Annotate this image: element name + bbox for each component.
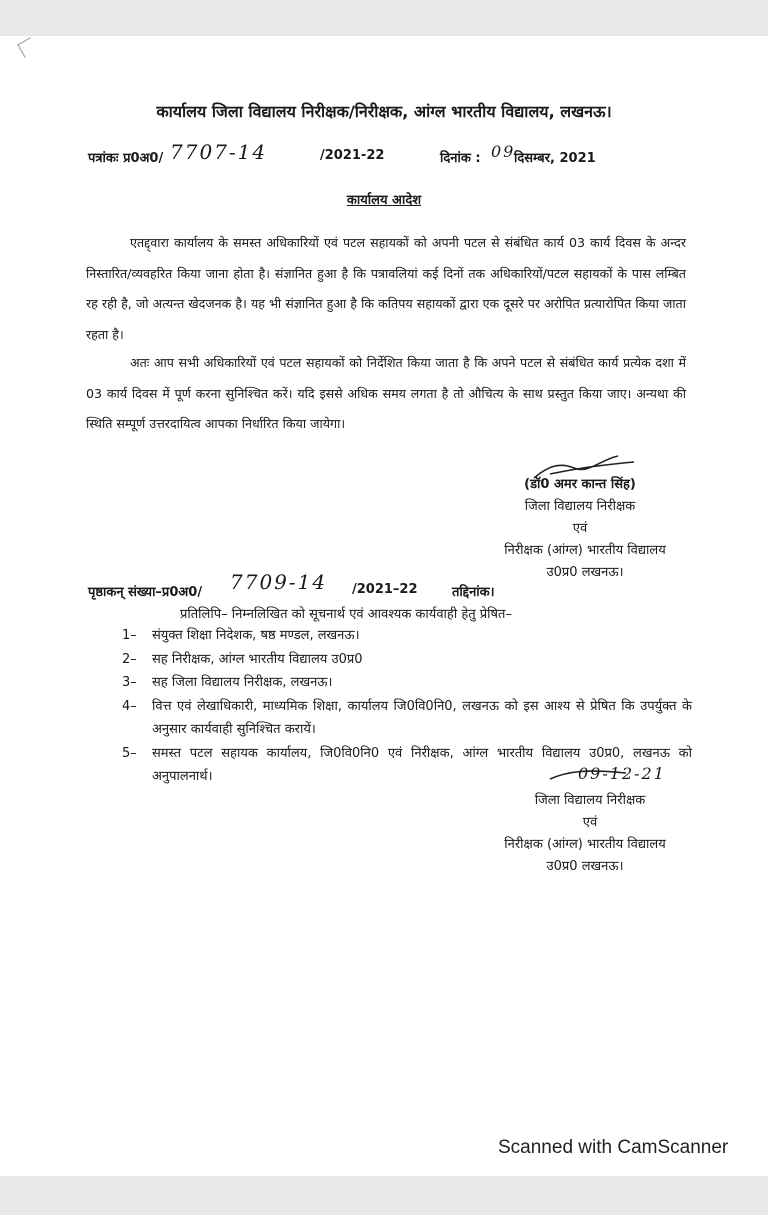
endorsement-label: पृष्ठाकन् संख्या–प्र0अ0/ <box>88 585 203 600</box>
signatory-designation-2: निरीक्षक (आंग्ल) भारतीय विद्यालय <box>504 543 666 558</box>
list-item-number: 3– <box>122 675 137 690</box>
endorsement-intro: प्रतिलिपि– निम्नलिखित को सूचनार्थ एवं आवश्यक कार्यवाही हेतु प्रेषित– <box>180 607 512 622</box>
signatory-designation-1: जिला विद्यालय निरीक्षक <box>524 499 636 514</box>
signature-block-1-lower <box>480 540 690 584</box>
body-paragraph-1 <box>86 228 686 350</box>
list-item-number: 2– <box>122 651 137 667</box>
paragraph-2-text: अतः आप सभी अधिकारियों एवं पटल सहायकों को निर्देशित किया जाता है कि अपने पटल से संबंधित कार्य प्रत्येक दशा में 03 कार्य दिवस में पूर्ण करना सुनिश्चित करें। यदि इससे अधिक समय लगता है तो औचित्य के साथ प्रस्तुत किया जाए। अन्यथा की स्थिति सम्पूर्ण उत्तरदायित्व आपका निर्धारित किया जायेगा। <box>86 355 686 431</box>
date-day-handwritten: 09 <box>491 142 516 161</box>
list-item <box>122 648 692 672</box>
signatory-designation-3: जिला विद्यालय निरीक्षक <box>534 793 646 808</box>
list-item-number: 4– <box>122 698 137 714</box>
signatory-name: (डॉ0 अमर कान्त सिंह) <box>524 477 636 492</box>
endorsement-date: तद्दिनांक। <box>452 585 495 600</box>
signature-block-1 <box>500 474 660 540</box>
camscanner-watermark: Scanned with CamScanner <box>498 1137 729 1158</box>
signatory-location-1: उ0प्र0 लखनऊ। <box>546 565 624 580</box>
reference-year: /2021-22 <box>320 148 385 163</box>
reference-label: पत्रांकः प्र0अ0/ <box>88 151 164 166</box>
list-item-text: सह जिला विद्यालय निरीक्षक, लखनऊ। <box>152 675 333 690</box>
signatory-conjunction-1: एवं <box>572 521 588 536</box>
signatory-location-2: उ0प्र0 लखनऊ। <box>546 859 624 874</box>
list-item <box>122 671 692 695</box>
signature-block-2-lower <box>480 834 690 878</box>
reference-number-handwritten: 7707-14 <box>170 140 268 164</box>
signatory-designation-4: निरीक्षक (आंग्ल) भारतीय विद्यालय <box>504 837 666 852</box>
list-item <box>122 695 692 742</box>
list-item-text: वित्त एवं लेखाधिकारी, माध्यमिक शिक्षा, कार्यालय जि0वि0नि0, लखनऊ को इस आश्य से प्रेषित कि उपर्युक्त के अनुसार कार्यवाही सुनिश्चित करायें। <box>152 698 692 737</box>
signature-block-2 <box>510 790 670 834</box>
list-item-number: 5– <box>122 745 137 761</box>
office-heading: कार्यालय जिला विद्यालय निरीक्षक/निरीक्षक, आंग्ल भारतीय विद्यालय, लखनऊ। <box>156 102 612 121</box>
signature-date-handwritten: 09-12-21 <box>578 764 666 783</box>
order-subject: कार्यालय आदेश <box>346 193 422 208</box>
date-rest: दिसम्बर, 2021 <box>514 151 596 166</box>
list-item-text: संयुक्त शिक्षा निदेशक, षष्ठ मण्डल, लखनऊ। <box>152 628 360 643</box>
list-item-text: समस्त पटल सहायक कार्यालय, जि0वि0नि0 एवं निरीक्षक, आंग्ल भारतीय विद्यालय उ0प्र0, लखनऊ को अनुपालनार्थ। <box>152 745 692 784</box>
date-label: दिनांक : <box>440 151 481 166</box>
list-item-number: 1– <box>122 628 137 643</box>
paragraph-1-text: एतद्द्वारा कार्यालय के समस्त अधिकारियों एवं पटल सहायकों को अपनी पटल से संबंधित कार्य 03 कार्य दिवस के अन्दर निस्तारित/व्यवहरित किया जाना होता है। संज्ञानित हुआ है कि पत्रावलियां कई दिनों तक अधिकारियों/पटल सहायकों के पास लम्बित रह रही है, जो अत्यन्त खेदजनक है। यह भी संज्ञानित हुआ है कि कतिपय सहायकों द्वारा एक दूसरे पर अरोपित प्रत्यारोपित किया जाता रहता है। <box>86 235 686 342</box>
endorsement-year: /2021–22 <box>352 582 418 597</box>
list-item <box>122 624 692 648</box>
signatory-conjunction-2: एवं <box>582 815 598 830</box>
list-item-text: सह निरीक्षक, आंग्ल भारतीय विद्यालय उ0प्र0 <box>152 651 363 667</box>
body-paragraph-2 <box>86 348 686 440</box>
endorsement-number-handwritten: 7709-14 <box>230 570 328 594</box>
